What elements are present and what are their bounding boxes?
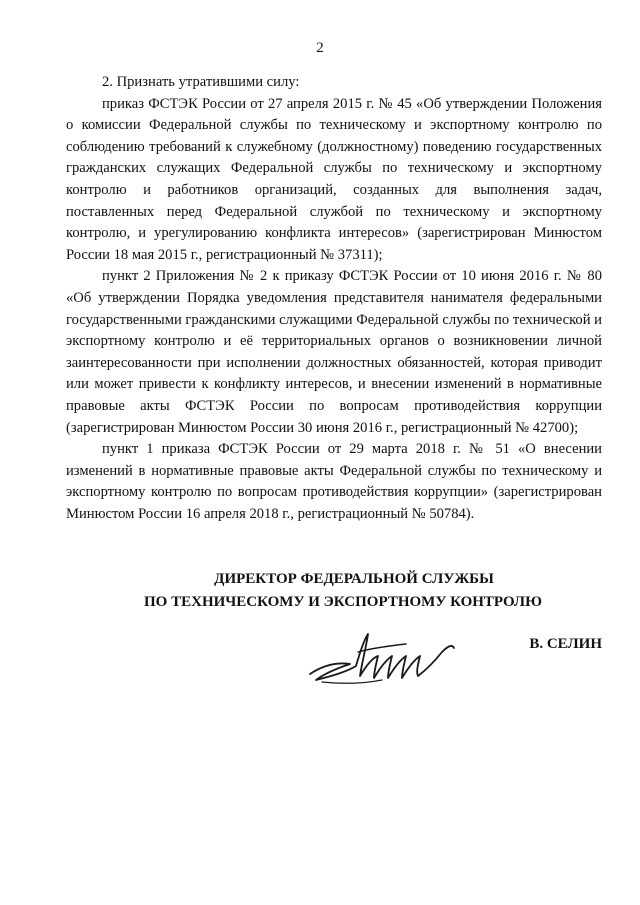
paragraph-item: пункт 2 Приложения № 2 к приказу ФСТЭК России от 10 июня 2016 г. № 80 «Об утверждении Порядка уведомления представителя нанимателя федеральными государственными гражданскими служащими Федеральной службы по технической и экспортному контролю и её территориальных органов о возникновении личной заинтересованности при исполнении должностных обязанностей, которая приводит или может привести к конфликту интересов, и внесении изменений в нормативные правовые акты ФСТЭК России по вопросам противодействия коррупции (зарегистрирован Минюстом России 30 июня 2016 г., регистрационный № 42700);	[66, 268, 602, 436]
signer-name: В. СЕЛИН	[529, 636, 602, 652]
document-body	[66, 72, 602, 525]
handwritten-signature-icon	[302, 622, 462, 692]
signer-title-line-1: ДИРЕКТОР ФЕДЕРАЛЬНОЙ СЛУЖБЫ	[214, 571, 494, 587]
signature-block	[66, 568, 602, 700]
signature-row	[66, 620, 602, 700]
paragraph-item: приказ ФСТЭК России от 27 апреля 2015 г. № 45 «Об утверждении Положения о комиссии Федеральной службы по техническому и экспортному контролю по соблюдению требований к служебному (должностному) поведению государственных гражданских служащих Федеральной службы по техническому и экспортному контролю и работников организаций, созданных для выполнения задач, поставленных перед Федеральной службой по техническому и экспортному контролю, и урегулированию конфликта интересов» (зарегистрирован Минюстом России 18 мая 2015 г., регистрационный № 37311);	[66, 95, 602, 263]
signer-title-line-2: ПО ТЕХНИЧЕСКОМУ И ЭКСПОРТНОМУ КОНТРОЛЮ	[144, 594, 542, 610]
page-number: 2	[316, 40, 324, 56]
paragraph-item: пункт 1 приказа ФСТЭК России от 29 марта 2018 г. № 51 «О внесении изменений в нормативные правовые акты Федеральной службы по техническому и экспортному контролю по вопросам противодействия коррупции» (зарегистрирован Минюстом России 16 апреля 2018 г., регистрационный № 50784).	[66, 441, 602, 522]
paragraph-item: 2. Признать утратившими силу:	[102, 74, 300, 90]
